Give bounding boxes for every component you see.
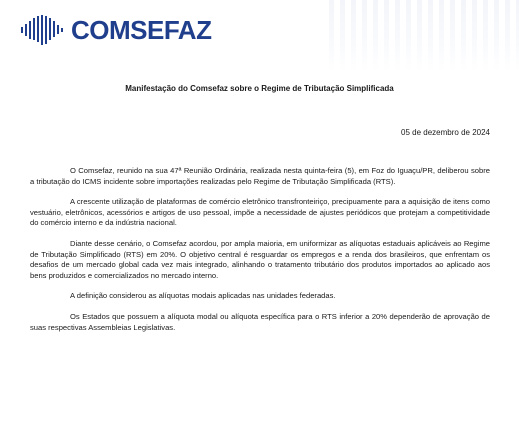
logo-text: COMSEFAZ	[71, 15, 212, 45]
document-title: Manifestação do Comsefaz sobre o Regime de Tributação Simplificada	[125, 84, 394, 93]
document-date: 05 de dezembro de 2024	[401, 128, 490, 137]
paragraph: A definição considerou as alíquotas modais aplicadas nas unidades federadas.	[70, 291, 336, 301]
paragraph: A crescente utilização de plataformas de comércio eletrônico transfronteiriço, precipuamente para a aquisição de itens como vestuário, eletrônicos, acessórios e artigos de uso pessoal, impõe a necessidade de ajustes periódicos que protejam a competitividade do comércio interno e da indústria nacional.	[30, 197, 490, 228]
paragraph: O Comsefaz, reunido na sua 47ª Reunião Ordinária, realizada nesta quinta-feira (5), em Foz do Iguaçu/PR, deliberou sobre a tributação do ICMS incidente sobre importações realizadas pelo Regime de Tributação Simplificada (RTS).	[30, 166, 490, 186]
document-body	[30, 166, 490, 343]
header-decoration-fade	[329, 0, 519, 72]
paragraph: Diante desse cenário, o Comsefaz acordou, por ampla maioria, em uniformizar as alíquotas estaduais aplicáveis ao Regime de Tributação Simplificado (RTS) em 20%. O objetivo central é resguardar os empregos e a renda dos brasileiros, que enfrentam os desafios de um mercado global cada vez mais integrado, alinhando o tratamento tributário dos produtos importados ao aplicado aos bens produzidos e comercializados no mercado interno.	[30, 238, 490, 280]
logo-map-icon	[20, 14, 68, 46]
paragraph: Os Estados que possuem a alíquota modal ou alíquota específica para o RTS inferior a 20% dependerão de aprovação de suas respectivas Assembleias Legislativas.	[30, 311, 490, 332]
comsefaz-logo	[20, 14, 211, 46]
